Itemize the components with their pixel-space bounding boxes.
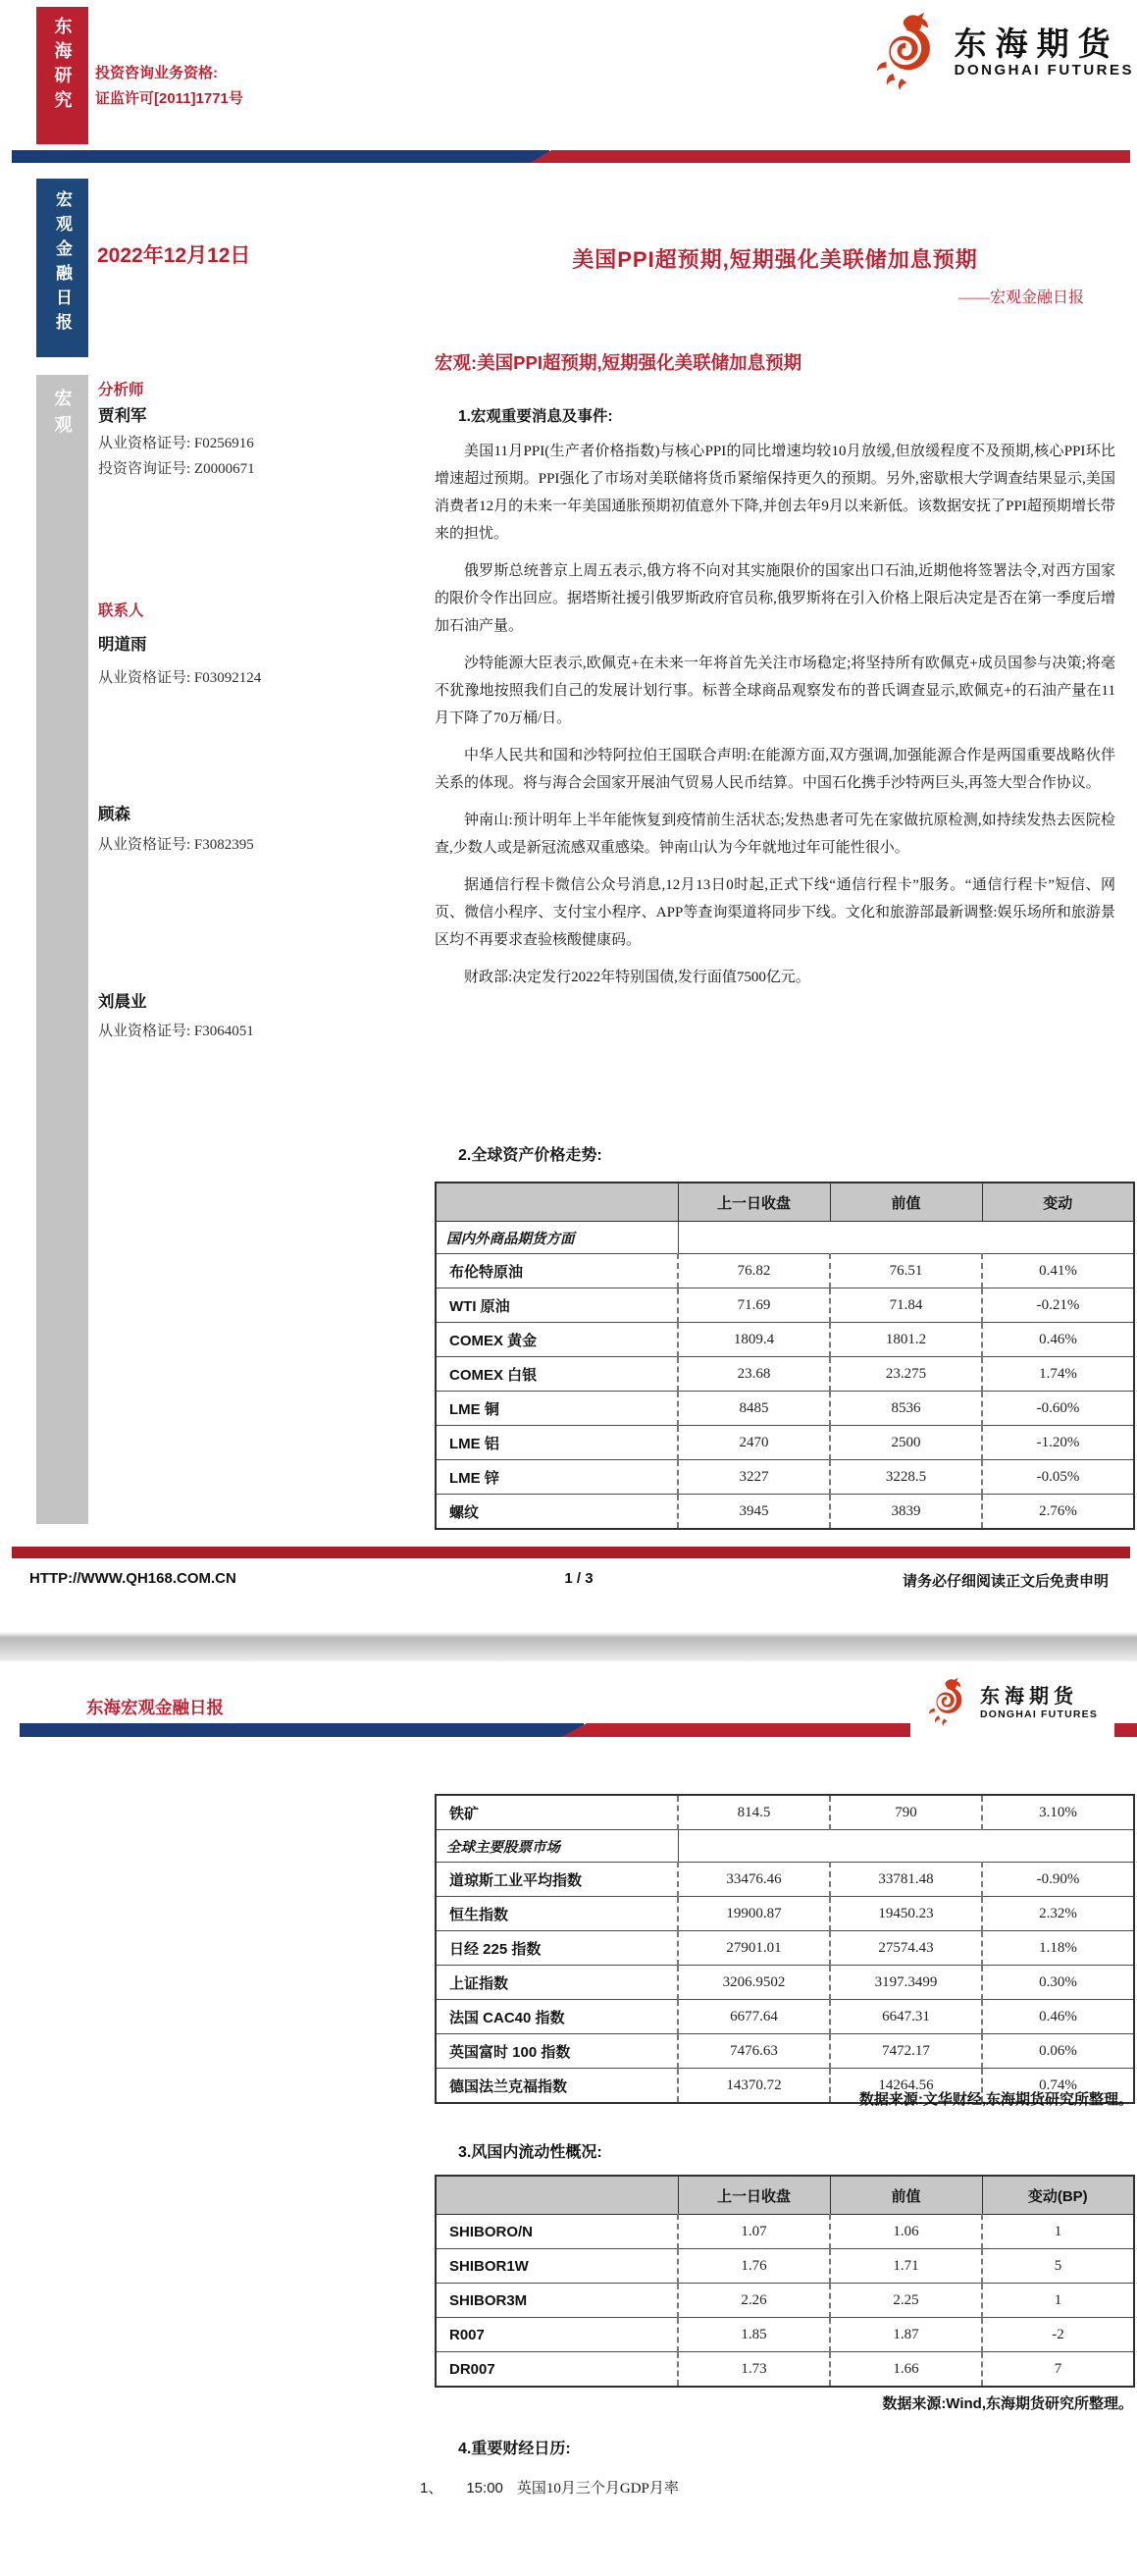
calendar-section-heading: 4.重要财经日历: <box>458 2441 571 2457</box>
table-header-cell <box>436 1183 678 1222</box>
page-separator <box>0 1632 1137 1661</box>
table-cell-prev: 3228.5 <box>830 1460 982 1495</box>
table-cell-close: 33476.46 <box>678 1863 830 1897</box>
table-cell-change: 3.10% <box>982 1795 1134 1830</box>
table-row <box>436 2318 1134 2352</box>
table-cell-close: 8485 <box>678 1392 830 1426</box>
table-group-spacer <box>678 1830 1134 1863</box>
section-tag-box <box>36 375 88 1524</box>
table-row <box>436 1897 1134 1931</box>
news-paragraph: 财政部:决定发行2022年特别国债,发行面值7500亿元。 <box>464 970 810 985</box>
table-cell-change: 1.18% <box>982 1931 1134 1966</box>
table-cell-change: 0.41% <box>982 1254 1134 1288</box>
contact-name: 明道雨 <box>98 636 147 654</box>
table-group-label: 全球主要股票市场 <box>436 1830 678 1863</box>
table-cell-close: 1.73 <box>678 2352 830 2388</box>
table-row <box>436 1931 1134 1966</box>
table-row <box>436 2034 1134 2069</box>
table-cell-change: 0.06% <box>982 2034 1134 2069</box>
table-header-cell: 前值 <box>830 1183 982 1222</box>
research-brand-label: 东海研究 <box>52 17 73 115</box>
table-row <box>436 2215 1134 2249</box>
table-cell-prev: 1.71 <box>830 2249 982 2284</box>
table-row-label: R007 <box>436 2318 678 2352</box>
table-cell-change: 0.30% <box>982 1966 1134 2000</box>
table-group-row <box>436 1830 1134 1863</box>
report-title: 美国PPI超预期,短期强化美联储加息预期 <box>572 247 978 272</box>
page2-rule-blue <box>20 1723 584 1737</box>
calendar-item-time: 15:00 <box>466 2480 503 2497</box>
table-row <box>436 1288 1134 1323</box>
table-header-cell: 上一日收盘 <box>678 2176 830 2215</box>
page2-header-title: 东海宏观金融日报 <box>86 1698 224 1717</box>
logo-en-text: DONGHAI FUTURES <box>979 1709 1099 1720</box>
table-row <box>436 2000 1134 2034</box>
table-row-label: 上证指数 <box>436 1966 678 2000</box>
liquidity-table <box>435 2175 1135 2388</box>
footer-url: HTTP://WWW.QH168.COM.CN <box>29 1570 236 1587</box>
table-cell-prev: 8536 <box>830 1392 982 1426</box>
table-row-label: 德国法兰克福指数 <box>436 2069 678 2104</box>
report-date: 2022年12月12日 <box>97 244 251 267</box>
table-cell-prev: 6647.31 <box>830 2000 982 2034</box>
contact-label: 联系人 <box>98 603 144 619</box>
table-cell-close: 814.5 <box>678 1795 830 1830</box>
table-row-label: 螺纹 <box>436 1495 678 1530</box>
analyst-name: 贾利军 <box>98 407 147 425</box>
table-cell-change: 1 <box>982 2284 1134 2318</box>
footer-rule <box>12 1547 1130 1558</box>
table-cell-close: 76.82 <box>678 1254 830 1288</box>
table-cell-change: 1 <box>982 2215 1134 2249</box>
table-row-label: LME 锌 <box>436 1460 678 1495</box>
table-header-row <box>436 2176 1134 2215</box>
table-cell-close: 2470 <box>678 1426 830 1460</box>
table-row-label: 法国 CAC40 指数 <box>436 2000 678 2034</box>
table-cell-prev: 14264.56 <box>830 2069 982 2104</box>
table-cell-change: -0.90% <box>982 1863 1134 1897</box>
table-row-label: SHIBOR3M <box>436 2284 678 2318</box>
news-paragraph: 据通信行程卡微信公众号消息,12月13日0时起,正式下线“通信行程卡”服务。“通信行程卡”短信、网页、微信小程序、支付宝小程序、APP等查询渠道将同步下线。文化和旅游部最新调整:娱乐场所和旅游景区均不再要求查验核酸健康码。 <box>435 877 1115 948</box>
table-header-cell <box>436 2176 678 2215</box>
table-cell-close: 3945 <box>678 1495 830 1530</box>
news-paragraph: 钟南山:预计明年上半年能恢复到疫情前生活状态;发热患者可先在家做抗原检测,如持续发热去医院检查,少数人或是新冠流感双重感染。钟南山认为今年就地过年可能性很小。 <box>435 813 1115 856</box>
table-cell-change: -2 <box>982 2318 1134 2352</box>
report-body <box>435 349 1115 1001</box>
global-assets-table <box>435 1182 1135 1530</box>
table-cell-change: 2.32% <box>982 1897 1134 1931</box>
table-cell-change: 1.74% <box>982 1357 1134 1392</box>
news-paragraph: 俄罗斯总统普京上周五表示,俄方将不向对其实施限价的国家出口石油,近期他将签署法令,对西方国家的限价令作出回应。据塔斯社援引俄罗斯政府官员称,俄罗斯将在引入价格上限后决定是否在第一季度后增加石油产量。 <box>435 563 1115 634</box>
news-paragraph: 中华人民共和国和沙特阿拉伯王国联合声明:在能源方面,双方强调,加强能源合作是两国重要战略伙伴关系的体现。将与海合会国家开展油气贸易人民币结算。中国石化携手沙特两巨头,再签大型合作协议。 <box>435 748 1115 791</box>
table-row <box>436 1863 1134 1897</box>
table-header-cell: 变动 <box>982 1183 1134 1222</box>
table-row-label: 英国富时 100 指数 <box>436 2034 678 2069</box>
table-cell-prev: 1.06 <box>830 2215 982 2249</box>
table-cell-prev: 1.66 <box>830 2352 982 2388</box>
table-cell-close: 6677.64 <box>678 2000 830 2034</box>
table-cell-prev: 19450.23 <box>830 1897 982 1931</box>
table-cell-close: 1.76 <box>678 2249 830 2284</box>
analyst-label: 分析师 <box>98 382 144 398</box>
company-logo <box>755 12 1134 94</box>
table-cell-change: 5 <box>982 2249 1134 2284</box>
table-cell-prev: 790 <box>830 1795 982 1830</box>
table-cell-prev: 2500 <box>830 1426 982 1460</box>
global-assets-table-continued <box>435 1794 1135 2104</box>
news-paragraph: 美国11月PPI(生产者价格指数)与核心PPI的同比增速均较10月放缓,但放缓程度不及预期,核心PPI环比增速超过预期。PPI强化了市场对美联储将货币紧缩保持更久的预期。另外,密歇根大学调查结果显示,美国消费者12月的未来一年美国通胀预期初值意外下降,并创去年9月以来新低。该数据安抚了PPI超预期增长带来的担忧。 <box>435 444 1115 542</box>
contact-cert: 从业资格证号: F3064051 <box>98 1024 254 1039</box>
table-row <box>436 2249 1134 2284</box>
table-header-cell: 变动(BP) <box>982 2176 1134 2215</box>
liquidity-section-heading: 3.风国内流动性概况: <box>458 2144 602 2161</box>
table-cell-prev: 33781.48 <box>830 1863 982 1897</box>
contact-name: 刘晨业 <box>98 993 147 1011</box>
table-row <box>436 1495 1134 1530</box>
calendar-item-number: 1、 <box>420 2480 443 2497</box>
table-group-row <box>436 1222 1134 1254</box>
table-cell-change: -0.21% <box>982 1288 1134 1323</box>
table-row-label: WTI 原油 <box>436 1288 678 1323</box>
table-row-label: 道琼斯工业平均指数 <box>436 1863 678 1897</box>
research-brand-box <box>36 7 88 144</box>
table-cell-change: -0.60% <box>982 1392 1134 1426</box>
license-label: 投资咨询业务资格: <box>95 65 218 81</box>
table-row <box>436 1460 1134 1495</box>
table-row-label: SHIBOR1W <box>436 2249 678 2284</box>
license-number: 证监许可[2011]1771号 <box>95 90 243 107</box>
table-cell-prev: 3197.3499 <box>830 1966 982 2000</box>
news-heading: 1.宏观重要消息及事件: <box>458 408 613 425</box>
table-cell-close: 27901.01 <box>678 1931 830 1966</box>
table-group-spacer <box>678 1222 1134 1254</box>
table-cell-change: -1.20% <box>982 1426 1134 1460</box>
table-cell-close: 71.69 <box>678 1288 830 1323</box>
table-row <box>436 1357 1134 1392</box>
header-rule-red <box>530 150 1130 163</box>
calendar-item-event: 英国10月三个月GDP月率 <box>516 2481 679 2497</box>
license-block <box>95 61 243 112</box>
table-row-label: COMEX 白银 <box>436 1357 678 1392</box>
table-cell-change: -0.05% <box>982 1460 1134 1495</box>
table-row-label: LME 铜 <box>436 1392 678 1426</box>
company-logo <box>910 1668 1114 1739</box>
table-cell-change: 0.46% <box>982 1323 1134 1357</box>
table-cell-close: 23.68 <box>678 1357 830 1392</box>
footer-page-number: 1 / 3 <box>564 1570 594 1587</box>
table-cell-close: 3227 <box>678 1460 830 1495</box>
dragon-logo-icon <box>927 1676 972 1732</box>
logo-cn-text: 东海期货 <box>954 26 1119 62</box>
table-cell-prev: 27574.43 <box>830 1931 982 1966</box>
news-paragraphs <box>435 438 1115 991</box>
logo-en-text: DONGHAI FUTURES <box>954 62 1134 79</box>
table-cell-close: 1.07 <box>678 2215 830 2249</box>
table-header-row <box>436 1183 1134 1222</box>
table-cell-close: 1.85 <box>678 2318 830 2352</box>
table-row-label: DR007 <box>436 2352 678 2388</box>
analyst-cert-1: 从业资格证号: F0256916 <box>98 436 254 451</box>
calendar-item <box>420 2477 679 2497</box>
section-tag-label: 宏观 <box>52 389 73 442</box>
table-row <box>436 1426 1134 1460</box>
table-cell-prev: 3839 <box>830 1495 982 1530</box>
header-rule-blue <box>12 150 549 163</box>
analyst-cert-2: 投资咨询证号: Z0000671 <box>98 461 255 477</box>
table-row-label: 日经 225 指数 <box>436 1931 678 1966</box>
table-cell-prev: 71.84 <box>830 1288 982 1323</box>
table-header-cell: 上一日收盘 <box>678 1183 830 1222</box>
table-row <box>436 1254 1134 1288</box>
report-type-box <box>36 179 88 357</box>
table-cell-close: 19900.87 <box>678 1897 830 1931</box>
table-cell-prev: 1801.2 <box>830 1323 982 1357</box>
table-row-label: 布伦特原油 <box>436 1254 678 1288</box>
table-cell-close: 1809.4 <box>678 1323 830 1357</box>
table-cell-change: 7 <box>982 2352 1134 2388</box>
table-row <box>436 2284 1134 2318</box>
table-row <box>436 1966 1134 2000</box>
assets-section-heading: 2.全球资产价格走势: <box>458 1147 602 1164</box>
logo-cn-text: 东海期货 <box>979 1686 1078 1708</box>
table-cell-close: 7476.63 <box>678 2034 830 2069</box>
table-row <box>436 1323 1134 1357</box>
stock-data-source: 数据来源:文华财经,东海期货研究所整理。 <box>858 2091 1133 2108</box>
table-cell-close: 14370.72 <box>678 2069 830 2104</box>
macro-section-heading: 宏观:美国PPI超预期,短期强化美联储加息预期 <box>435 352 802 373</box>
contact-name: 顾森 <box>98 806 130 823</box>
table-cell-change: 0.74% <box>982 2069 1134 2104</box>
table-row-label: COMEX 黄金 <box>436 1323 678 1357</box>
table-group-label: 国内外商品期货方面 <box>436 1222 678 1254</box>
table-cell-prev: 76.51 <box>830 1254 982 1288</box>
footer-disclaimer: 请务必仔细阅读正文后免责申明 <box>902 1573 1109 1590</box>
table-header-cell: 前值 <box>830 2176 982 2215</box>
table-row <box>436 1392 1134 1426</box>
report-type-label: 宏观金融日报 <box>53 190 72 338</box>
table-cell-prev: 7472.17 <box>830 2034 982 2069</box>
table-cell-prev: 23.275 <box>830 1357 982 1392</box>
dragon-logo-icon <box>874 11 947 96</box>
table-row-label: 铁矿 <box>436 1795 678 1830</box>
table-cell-change: 0.46% <box>982 2000 1134 2034</box>
report-subtitle: ——宏观金融日报 <box>957 289 1084 306</box>
table-cell-close: 2.26 <box>678 2284 830 2318</box>
table-cell-prev: 1.87 <box>830 2318 982 2352</box>
table-row <box>436 2352 1134 2388</box>
contact-cert: 从业资格证号: F03092124 <box>98 670 262 686</box>
table-cell-prev: 2.25 <box>830 2284 982 2318</box>
table-row-label: LME 铝 <box>436 1426 678 1460</box>
news-paragraph: 沙特能源大臣表示,欧佩克+在未来一年将首先关注市场稳定;将坚持所有欧佩克+成员国参与决策;将毫不犹豫地按照我们自己的发展计划行事。标普全球商品观察发布的普氏调查显示,欧佩克+的石油产量在11月下降了70万桶/日。 <box>435 656 1115 726</box>
table-row-label: 恒生指数 <box>436 1897 678 1931</box>
contact-cert: 从业资格证号: F3082395 <box>98 837 254 853</box>
table-cell-close: 3206.9502 <box>678 1966 830 2000</box>
table-cell-change: 2.76% <box>982 1495 1134 1530</box>
table-row <box>436 1795 1134 1830</box>
table-row-label: SHIBORO/N <box>436 2215 678 2249</box>
liquidity-data-source: 数据来源:Wind,东海期货研究所整理。 <box>882 2395 1133 2412</box>
